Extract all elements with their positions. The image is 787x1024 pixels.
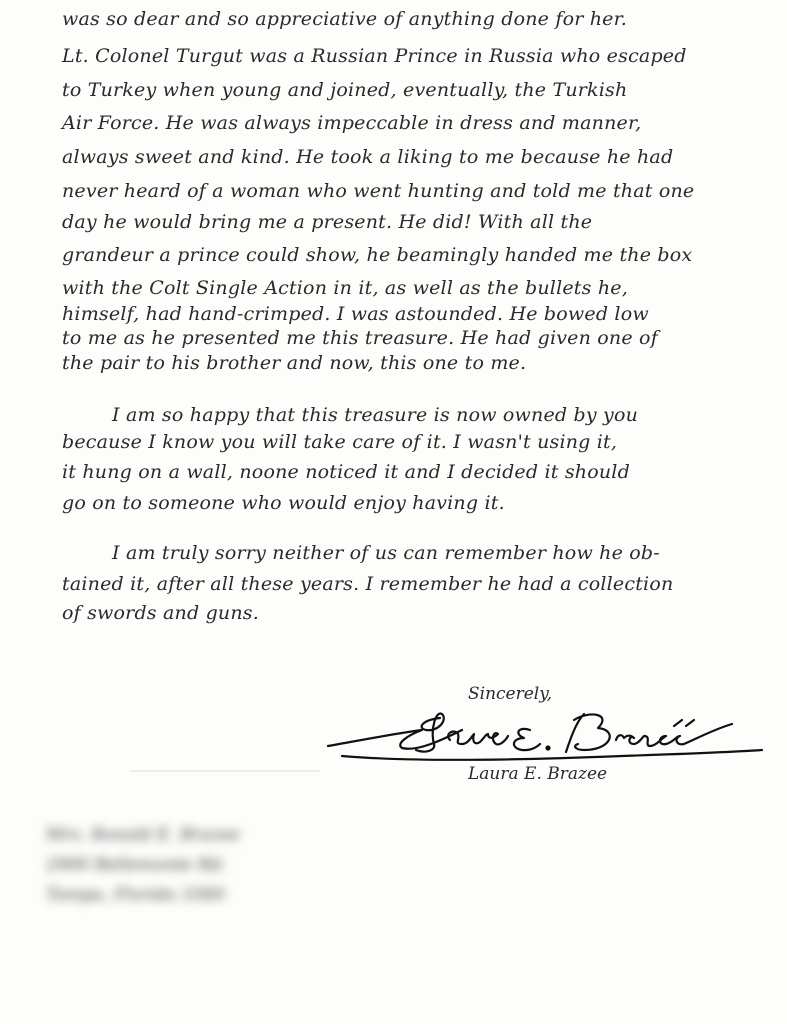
letter-line: to Turkey when young and joined, eventually, the Turkish (62, 79, 628, 101)
letter-line: always sweet and kind. He took a liking to me because he had (62, 146, 674, 168)
letter-line: go on to someone who would enjoy having it. (62, 492, 505, 514)
letter-line: I am truly sorry neither of us can remember how he ob- (112, 542, 660, 564)
letter-line: of swords and guns. (62, 602, 259, 624)
address-line: 2900 Bellemonte Rd. (46, 855, 227, 875)
letter-line: himself, had hand-crimped. I was astounded. He bowed low (62, 303, 649, 325)
letter-line: tained it, after all these years. I remember he had a collection (62, 573, 674, 595)
address-line: Mrs. Ronald E. Brazee (46, 825, 240, 845)
address-line: Tampa, Florida 3360 (46, 885, 225, 905)
letter-line: to me as he presented me this treasure. He had given one of (62, 327, 658, 349)
letter-line: day he would bring me a present. He did! With all the (62, 211, 593, 233)
letter-line: I am so happy that this treasure is now owned by you (112, 404, 639, 426)
return-address-blurred (46, 820, 240, 910)
closing-salutation: Sincerely, (468, 684, 552, 704)
letter-line: the pair to his brother and now, this one to me. (62, 352, 527, 374)
letter-line: with the Colt Single Action in it, as well as the bullets he, (62, 277, 628, 299)
letter-line: grandeur a prince could show, he beamingly handed me the box (62, 244, 693, 266)
letter-line: was so dear and so appreciative of anything done for her. (62, 8, 628, 30)
scan-smudge (130, 770, 320, 772)
handwritten-signature (322, 700, 772, 772)
letter-line: it hung on a wall, noone noticed it and I decided it should (62, 461, 630, 483)
letter-line: Lt. Colonel Turgut was a Russian Prince in Russia who escaped (62, 45, 687, 67)
letter-line: never heard of a woman who went hunting and told me that one (62, 180, 695, 202)
letter-line: because I know you will take care of it. I wasn't using it, (62, 431, 618, 453)
typed-signature-name: Laura E. Brazee (468, 764, 608, 784)
letter-line: Air Force. He was always impeccable in dress and manner, (62, 112, 642, 134)
